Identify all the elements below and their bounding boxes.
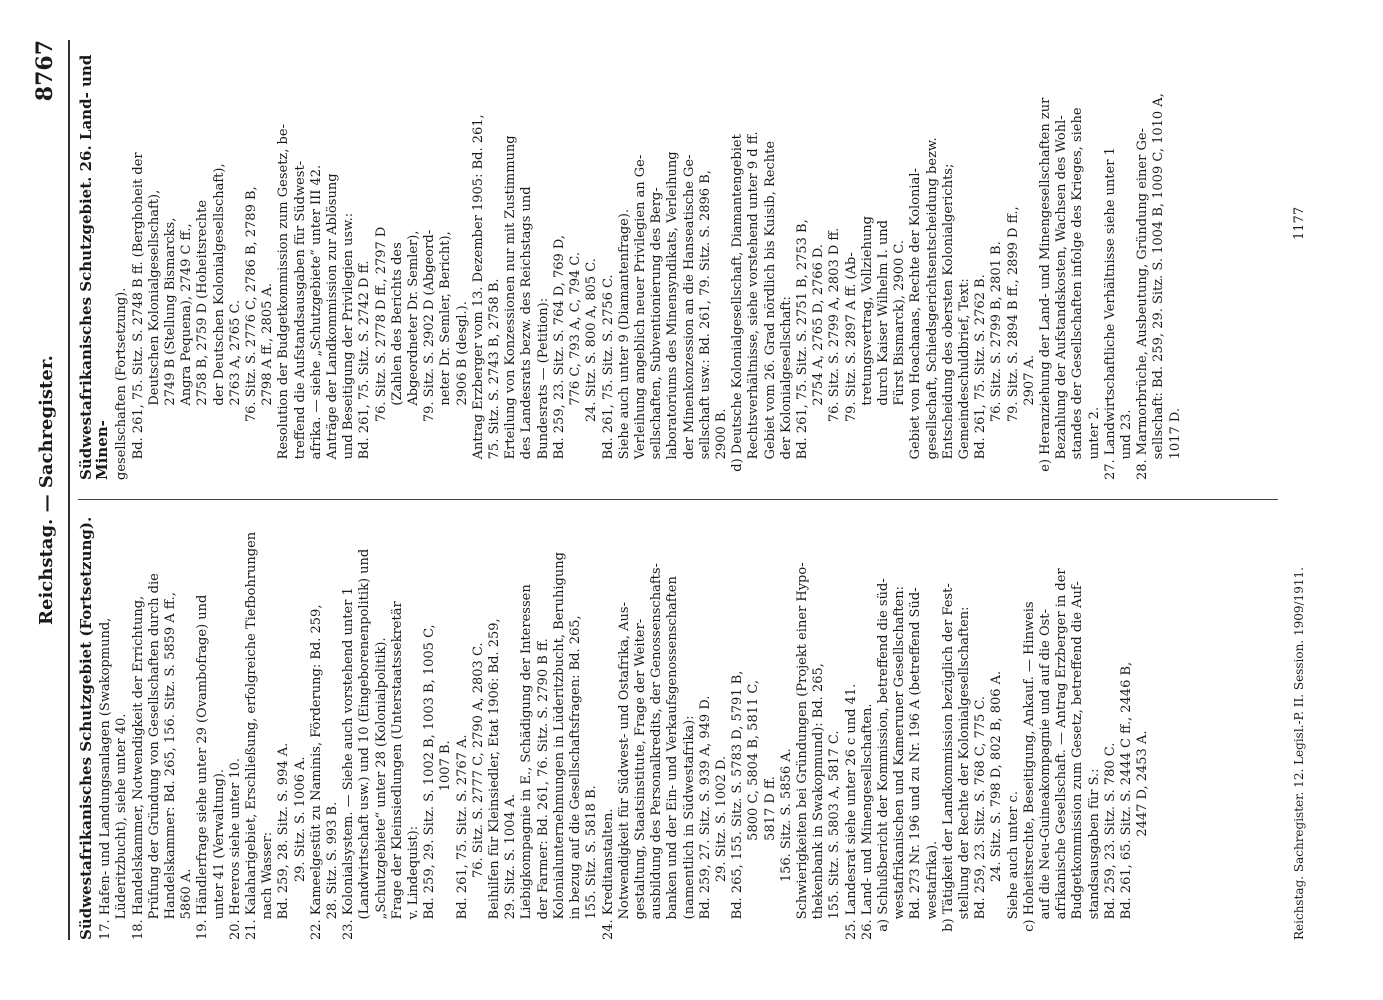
left-line: 20. Hereros siehe unter 10. xyxy=(227,758,243,940)
left-line: (namentlich in Südwestafrika): xyxy=(681,715,697,940)
right-line: 2907 A. xyxy=(1021,354,1037,480)
right-line: Siehe auch unter 9 (Diamantenfrage). xyxy=(616,208,632,480)
right-line: Gebiet von Hoachanas, Rechte der Kolonial- xyxy=(908,168,924,480)
left-line: Lüderitzbucht), siehe unter 40. xyxy=(114,713,130,940)
left-line: 24. Sitz. S. 798 D, 802 B, 806 A. xyxy=(989,670,1005,940)
left-line: Kolonialunternehmungen in Lüderitzbucht, Beruhigung xyxy=(551,552,567,940)
left-line: Budgetkommission zum Gesetz, betreffend die Auf- xyxy=(1070,581,1086,940)
right-line: 1017 D. xyxy=(1167,408,1183,480)
right-line: 79. Sitz. S. 2902 D (Abgeord- xyxy=(422,229,438,480)
left-section-title: Südwestafrikanisches Schutzgebiet (Fortsetzung). xyxy=(77,516,95,940)
right-line: 79. Sitz. S. 2897 A ff. (Ab- xyxy=(843,252,859,480)
right-line: gesellschaft, Schiedsgerichtsentscheidung bezw. xyxy=(924,137,940,480)
right-line: 2754 A, 2765 D, 2766 D. xyxy=(811,244,827,480)
right-line: 2763 A, 2765 C. xyxy=(227,299,243,480)
left-line: 1007 B. xyxy=(438,740,454,940)
right-line: der Deutschen Kolonialgesellschaft), xyxy=(211,163,227,480)
left-line: afrikanische Gesellschaft. — Antrag Erzberger in der xyxy=(1054,568,1070,940)
right-line: Bd. 259, 23. Sitz. S. 764 D, 769 D, xyxy=(551,234,567,480)
right-line: d) Deutsche Kolonialgesellschaft, Diamantengebiet xyxy=(730,134,746,480)
left-line: banken und der Ein- und Verkaufsgenossenschaften xyxy=(665,576,681,940)
left-line: b) Tätigkeit der Landkommission bezüglich der Fest- xyxy=(940,583,956,940)
right-entries xyxy=(114,40,1183,480)
left-entries xyxy=(98,510,1151,940)
left-line: 2447 D, 2453 A. xyxy=(1135,730,1151,940)
right-line: des Landesrats bezw. des Reichstags und xyxy=(519,186,535,480)
right-line: Abgeordneter Dr. Semler), xyxy=(406,230,422,480)
right-line: 75. Sitz. S. 2743 B, 2758 B. xyxy=(487,278,503,480)
left-line: 23. Kolonialsystem. — Siehe auch vorstehend unter 1 xyxy=(341,587,357,940)
right-line: Bd. 261, 75. Sitz. S. 2756 C. xyxy=(600,274,616,480)
right-line: neter Dr. Semler, Bericht), xyxy=(438,231,454,480)
footer-source: Reichstag. Sachregister. 12. Legisl.-P. II. Session. 1909/1911. xyxy=(1292,567,1306,940)
left-line: a) Schlußbericht der Kommission, betreffend die süd- xyxy=(875,578,891,940)
right-line: Resolution der Budgetkommission zum Gesetz, be- xyxy=(276,124,292,480)
right-line: Bundesrats — (Petition): xyxy=(535,297,551,480)
left-line: „Schutzgebiete“ unter 28 (Kolonialpolitik). xyxy=(373,637,389,940)
right-line: Bd. 261, 75. Sitz. S. 2748 B ff. (Berghoheit der xyxy=(130,152,146,480)
right-line: 28. Marmorbrüche, Ausbeutung, Gründung einer Ge- xyxy=(1135,128,1151,480)
left-line: stellung der Rechte der Kolonialgesellschaften: xyxy=(956,606,972,940)
left-line: Bd. 259, 27. Sitz. S. 939 A, 949 D. xyxy=(697,695,713,940)
left-line: Handelskammer: Bd. 265, 156. Sitz. S. 5859 A ff., xyxy=(163,592,179,940)
left-line: 5817 D ff. xyxy=(762,776,778,940)
right-line: 776 C, 793 A, C, 794 C. xyxy=(568,252,584,480)
right-line: (Zahlen des Berichts des xyxy=(389,242,405,480)
right-line: 2900 B. xyxy=(713,408,729,480)
left-line: 156. Sitz. S. 5856 A. xyxy=(778,748,794,940)
right-line: 76. Sitz. S. 2799 A, 2803 D ff. xyxy=(827,227,843,480)
left-line: Frage der Kleinsiedlungen (Unterstaatssekretär xyxy=(389,601,405,940)
right-line: durch Kaiser Wilhelm I. und xyxy=(875,219,891,480)
right-line: treffend die Aufstandsausgaben für Südwest- xyxy=(292,160,308,480)
left-line: 155. Sitz. S. 5803 A, 5817 C. xyxy=(827,730,843,940)
footer-page-number: 1177 xyxy=(1292,206,1307,240)
right-line: 2749 B (Stellung Bismarcks, xyxy=(163,217,179,480)
left-line: 29. Sitz. S. 1002 D. xyxy=(713,755,729,940)
right-line: 2798 A ff., 2805 A. xyxy=(260,282,276,480)
right-line: 2906 B (desgl.). xyxy=(454,301,470,480)
left-line: Bd. 273 Nr. 196 und zu Nr. 196 A (betreffend Süd- xyxy=(908,587,924,940)
right-line: Gebiet vom 26. Grad nördlich bis Kuisib, Rechte xyxy=(762,140,778,480)
right-line: Gemeindeschuldbrief, Text: xyxy=(956,278,972,480)
left-line: ausbildung des Personalkredits, der Genossenschafts- xyxy=(649,563,665,940)
right-line: Bd. 261, 75. Sitz. S. 2742 D ff. xyxy=(357,260,373,480)
left-line: Bd. 259, 23. Sitz. S. 768 C, 775 C. xyxy=(973,695,989,940)
left-line: standsausgaben für S.: xyxy=(1086,768,1102,940)
left-line: thekenbank in Swakopmund): Bd. 265, xyxy=(811,663,827,940)
right-line: und Beseitigung der Privilegien usw.: xyxy=(341,212,357,480)
right-column xyxy=(78,40,1184,480)
right-line: e) Heranziehung der Land- und Minengesellschaften zur xyxy=(1037,97,1053,480)
header-title: Reichstag. — Sachregister. xyxy=(36,355,57,625)
right-line: Anträge der Landkommission zur Ablösung xyxy=(325,173,341,480)
right-line: Bezahlung der Aufstandskosten, Wachsen des Wohl- xyxy=(1054,115,1070,480)
right-line: 2758 B, 2759 D (Hoheitsrechte xyxy=(195,199,211,480)
right-line: 27. Landwirtschaftliche Verhältnisse siehe unter 1 xyxy=(1102,147,1118,480)
right-line: 76. Sitz. S. 2776 C, 2786 B, 2789 B, xyxy=(244,186,260,480)
left-line: c) Hoheitsrechte, Beseitigung, Ankauf. — Hinweis xyxy=(1021,601,1037,940)
right-line: der Kolonialgesellschaft: xyxy=(778,296,794,480)
right-line: laboratoriums des Minensyndikats, Verleihung xyxy=(665,151,681,480)
left-column xyxy=(78,510,1151,940)
left-line: Bd. 259, 23. Sitz. S. 780 C. xyxy=(1102,742,1118,940)
right-line: Bd. 261, 75. Sitz. S. 2762 B. xyxy=(973,274,989,480)
right-line: unter 2. xyxy=(1086,406,1102,480)
left-line: 19. Händlerfrage siehe unter 29 (Ovambofrage) und xyxy=(195,594,211,940)
right-line: 24. Sitz. S. 800 A, 805 C. xyxy=(584,258,600,480)
left-line: Beihilfen für Kleinsiedler, Etat 1906: Bd. 259, xyxy=(487,618,503,940)
left-line: 17. Hafen- und Landungsanlagen (Swakopmund, xyxy=(98,617,114,940)
left-line: 28. Sitz. S. 993 B. xyxy=(325,801,341,940)
left-line: Prüfung der Gründung von Gesellschaften durch die xyxy=(146,573,162,940)
left-line: auf die Neu-Guineakompagnie und auf die Ost- xyxy=(1037,609,1053,940)
right-line: Fürst Bismarck), 2900 C. xyxy=(892,239,908,480)
page-header xyxy=(28,40,70,940)
left-line: nach Wasser: xyxy=(260,831,276,940)
left-line: 24. Kreditanstalten. xyxy=(600,808,616,940)
left-line: 22. Kameelgestüt zu Naminis, Förderung: Bd. 259, xyxy=(308,604,324,940)
left-line: Schwierigkeiten bei Gründungen (Projekt einer Hypo- xyxy=(794,562,810,940)
right-line: sellschaft usw.: Bd. 261, 79. Sitz. S. 2896 B, xyxy=(697,170,713,480)
page-number: 8767 xyxy=(32,40,58,102)
right-line: 76. Sitz. S. 2778 D ff., 2797 D xyxy=(373,226,389,480)
left-line: Liebigkompagnie in E., Schädigung der Interessen xyxy=(519,584,535,940)
right-line: Deutschen Kolonialgesellschaft), xyxy=(146,189,162,480)
right-line: Antrag Erzberger vom 13. Dezember 1905: Bd. 261, xyxy=(470,114,486,480)
left-line: 18. Handelskammer, Notwendigkeit der Errichtung, xyxy=(130,595,146,940)
left-line: westafrikanischen und Kameruner Gesellschaften: xyxy=(892,586,908,940)
column-divider xyxy=(78,499,1278,500)
left-line: Notwendigkeit für Südwest- und Ostafrika, Aus- xyxy=(616,602,632,940)
right-line: und 23. xyxy=(1119,409,1134,480)
right-line: afrika. — siehe „Schutzgebiete“ unter III 42. xyxy=(308,164,324,480)
right-line: 79. Sitz. S. 2894 B ff., 2899 D ff., xyxy=(1005,206,1021,480)
left-line: in bezug auf die Gesellschaftsfragen: Bd. 265, xyxy=(568,615,584,940)
left-line: 5860 A. xyxy=(179,868,195,940)
left-line: 21. Kalaharigebiet, Erschließung, erfolgreiche Tiefbohrungen xyxy=(244,531,260,940)
right-line: Verleihung angeblich neuer Privilegien an Ge- xyxy=(632,154,648,480)
right-line: Entscheidung des obersten Kolonialgerichts; xyxy=(940,163,956,480)
left-line: Bd. 261, 75. Sitz. S. 2767 A. xyxy=(454,734,470,940)
right-line: 76. Sitz. S. 2799 B, 2801 B. xyxy=(989,241,1005,480)
right-line: sellschaft: Bd. 259, 29. Sitz. S. 1004 B, 1009 C, 1010 A, xyxy=(1151,93,1167,480)
right-line: Bd. 261, 75. Sitz. S. 2751 B, 2753 B, xyxy=(794,219,810,480)
left-line: 5800 C, 5804 B, 5811 C, xyxy=(746,679,762,940)
left-line: Bd. 259, 28. Sitz. S. 994 A. xyxy=(276,742,292,940)
right-section-title: Südwestafrikanisches Schutzgebiet. 26. Land- und Minen- xyxy=(77,54,112,480)
left-line: 26. Land- und Minengesellschaften. xyxy=(859,703,875,940)
right-line: standes der Gesellschaften infolge des Krieges, siehe xyxy=(1070,107,1086,480)
left-line: unter 41 (Verwaltung). xyxy=(211,768,227,940)
left-line: 25. Landesrat siehe unter 26 c und 41. xyxy=(843,683,859,940)
right-line: sellschaften, Subventionierung des Berg- xyxy=(649,187,665,480)
right-line: der Minenkonzession an die Hanseatische Ge- xyxy=(681,154,697,480)
left-line: 76. Sitz. S. 2777 C, 2790 A, 2803 C. xyxy=(470,642,486,940)
left-line: der Farmer: Bd. 261, 76. Sitz. S. 2790 B ff. xyxy=(535,638,551,940)
left-line: gestaltung, Staatsinstitute, Frage der Weiter- xyxy=(632,618,648,940)
right-line: Erteilung von Konzessionen nur mit Zustimmung xyxy=(503,135,519,480)
left-line: Bd. 265, 155. Sitz. S. 5783 D, 5791 B, xyxy=(730,670,746,940)
left-line: 155. Sitz. S. 5818 B. xyxy=(584,785,600,940)
right-line: Angra Pequena), 2749 C ff., xyxy=(179,223,195,480)
left-line: westafrika). xyxy=(924,840,940,940)
left-line: Bd. 259, 29. Sitz. S. 1002 B, 1003 B, 1005 C, xyxy=(422,624,438,940)
left-line: 29. Sitz. S. 1004 A. xyxy=(503,793,519,940)
left-line: v. Lindequist): xyxy=(406,825,422,940)
left-line: Siehe auch unter c. xyxy=(1005,791,1021,940)
right-line: tretungsvertrag, Vollziehung xyxy=(859,216,875,480)
left-line: 29. Sitz. S. 1006 A. xyxy=(292,756,308,940)
left-line: (Landwirtschaft usw.) und 10 (Eingeborenenpolitik) und xyxy=(357,548,373,940)
left-line: Bd. 261, 65. Sitz. S. 2444 C ff., 2446 B, xyxy=(1119,661,1134,940)
right-line: gesellschaften (Fortsetzung). xyxy=(114,287,130,480)
right-line: Rechtsverhältnisse, siehe vorstehend unter 9 d ff. xyxy=(746,131,762,480)
